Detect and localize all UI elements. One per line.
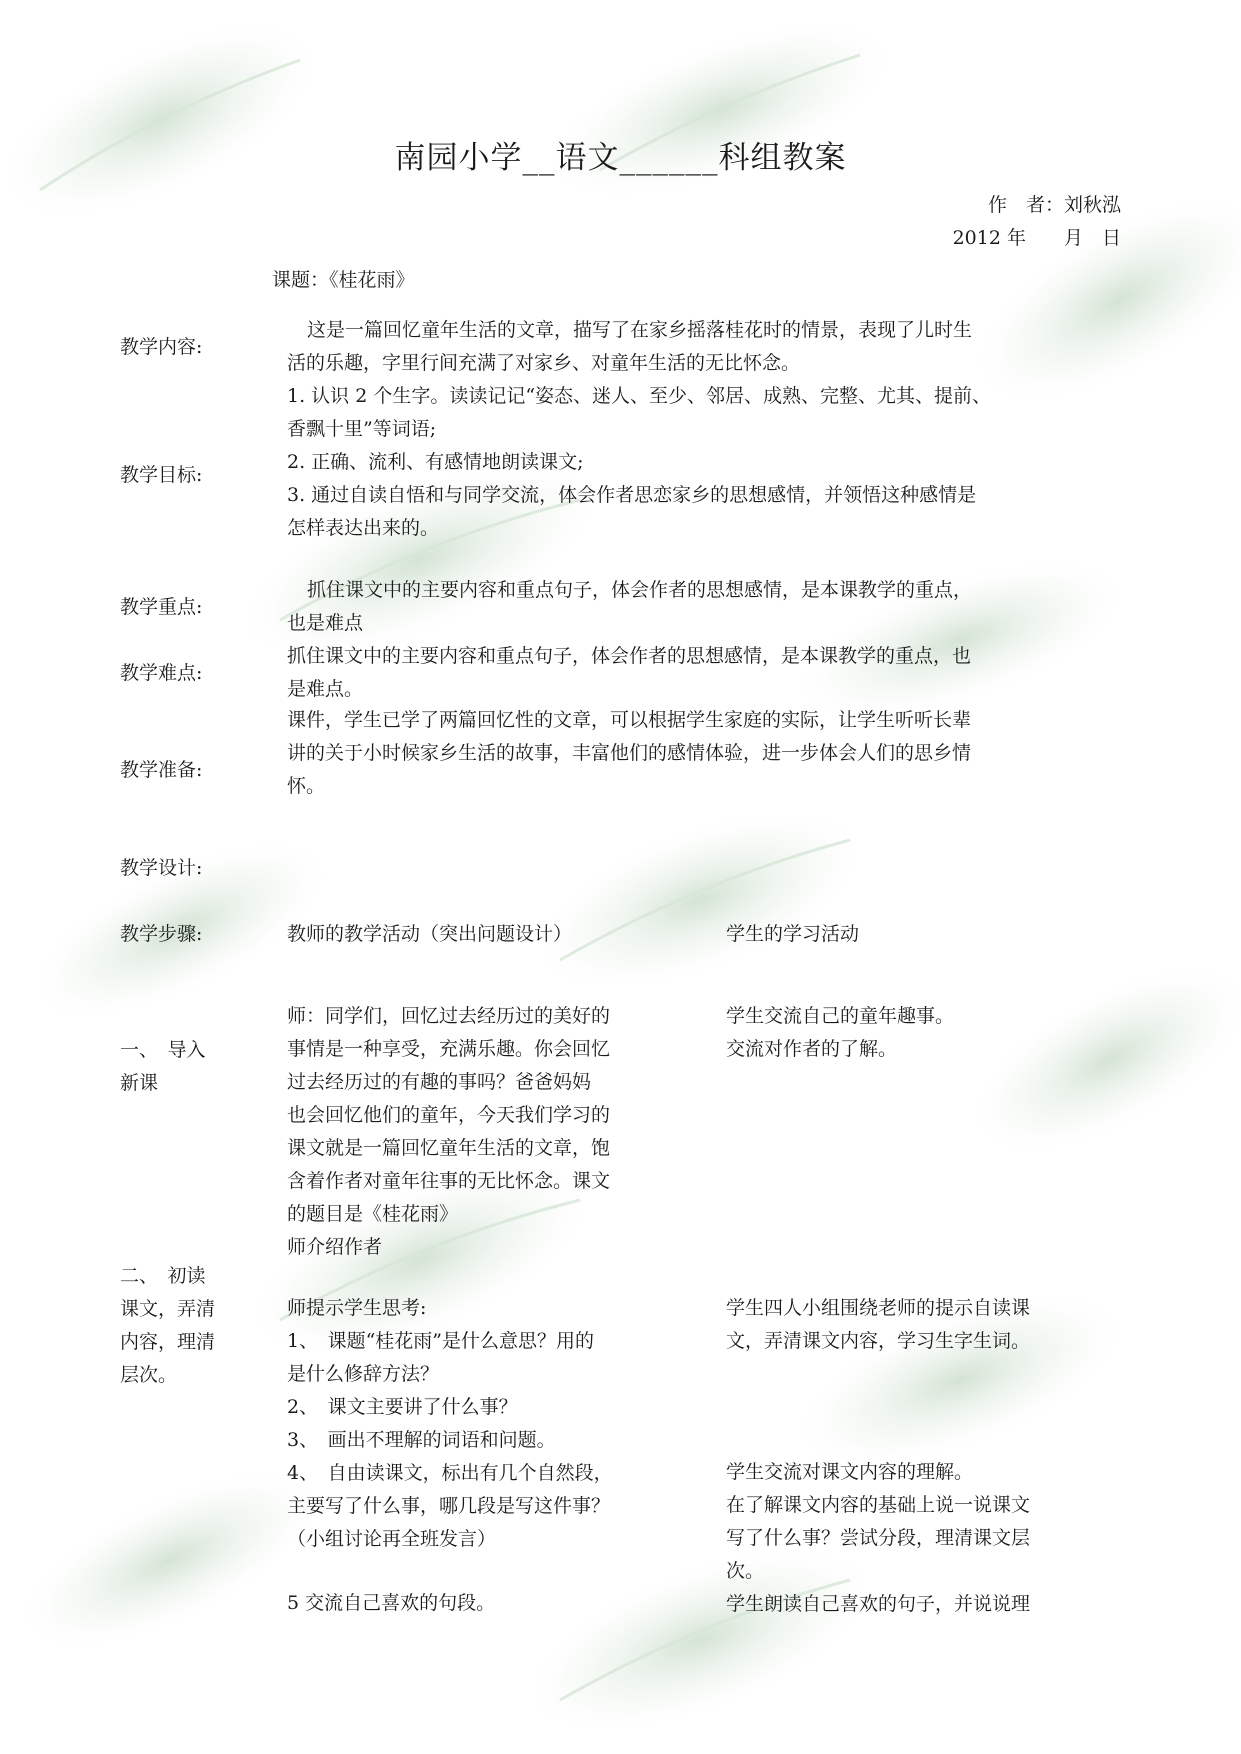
teacher-line: 师提示学生思考: [287, 1297, 427, 1319]
content-label: 教学内容: [120, 336, 203, 358]
teacher-line: 是什么修辞方法？ [287, 1363, 440, 1385]
step-2-teacher-extra [287, 1587, 495, 1620]
keypoints-line: 抓住课文中的主要内容和重点句子，体会作者的思想感情，是本课教学的重点， [307, 579, 973, 601]
preparation-line: 讲的关于小时候家乡生活的故事，丰富他们的感情体验，进一步体会人们的思乡情 [287, 742, 972, 764]
teacher-line: 1、 课题“桂花雨”是什么意思？用的 [287, 1330, 595, 1352]
step-title-line: 二、 初读 [120, 1265, 206, 1287]
teacher-line: 的题目是《桂花雨》 [287, 1203, 459, 1225]
goals-line: 香飘十里”等词语; [287, 418, 437, 440]
keypoints-label: 教学重点: [120, 596, 203, 618]
teacher-line: 2、 课文主要讲了什么事？ [287, 1396, 518, 1418]
student-line: 在了解课文内容的基础上说一说课文 [726, 1494, 1031, 1516]
step-title-line: 课文，弄清 [120, 1298, 216, 1320]
author-line: 作 者：刘秋泓 [987, 194, 1121, 216]
step-title-line: 层次。 [120, 1364, 178, 1386]
content-line: 活的乐趣，字里行间充满了对家乡、对童年生活的无比怀念。 [287, 352, 801, 374]
student-line: 学生朗读自己喜欢的句子，并说说理 [726, 1593, 1031, 1615]
goals-label: 教学目标: [120, 464, 203, 486]
teacher-line: 含着作者对童年往事的无比怀念。课文 [287, 1170, 611, 1192]
difficulties-text [287, 640, 971, 706]
student-activity-header: 学生的学习活动 [726, 923, 860, 945]
goals-line: 3. 通过自读自悟和与同学交流，体会作者思恋家乡的思想感情，并领悟这种感情是 [287, 484, 977, 506]
step-1-title [120, 1034, 206, 1100]
goals-line: 怎样表达出来的。 [287, 517, 440, 539]
keypoints-line: 也是难点 [287, 612, 364, 634]
step-title-line: 内容，理清 [120, 1331, 216, 1353]
goals-line: 2. 正确、流利、有感情地朗读课文; [287, 451, 584, 473]
teacher-line: 事情是一种享受，充满乐趣。你会回忆 [287, 1038, 611, 1060]
teacher-line: （小组讨论再全班发言） [287, 1528, 497, 1550]
step-2-title [120, 1260, 215, 1392]
student-line: 学生四人小组围绕老师的提示自读课 [726, 1297, 1031, 1319]
document-title: 南园小学__语文______科组教案 [394, 140, 847, 176]
student-line: 学生交流自己的童年趣事。 [726, 1005, 955, 1027]
difficulties-line: 是难点。 [287, 678, 364, 700]
goals-line: 1. 认识 2 个生字。读读记记“姿态、迷人、至少、邻居、成熟、完整、尤其、提前、 [287, 385, 992, 407]
content-text [287, 314, 972, 380]
step-2-student-a [726, 1292, 1030, 1358]
student-line: 文，弄清课文内容，学习生字生词。 [726, 1330, 1031, 1352]
teacher-line: 5 交流自己喜欢的句段。 [287, 1592, 496, 1614]
step-title-line: 一、 导入 [120, 1039, 206, 1061]
preparation-label: 教学准备: [120, 759, 203, 781]
student-line: 学生交流对课文内容的理解。 [726, 1461, 974, 1483]
teacher-line: 师介绍作者 [287, 1236, 383, 1258]
student-line: 写了什么事？尝试分段，理清课文层 [726, 1527, 1031, 1549]
preparation-text [287, 704, 971, 803]
date-line: 2012 年 月 日 [952, 227, 1121, 249]
student-line: 次。 [726, 1560, 765, 1582]
teacher-line: 师：同学们，回忆过去经历过的美好的 [287, 1005, 611, 1027]
step-1-student [726, 1000, 954, 1066]
student-line: 交流对作者的了解。 [726, 1038, 898, 1060]
step-2-teacher [287, 1292, 613, 1556]
teacher-line: 课文就是一篇回忆童年生活的文章，饱 [287, 1137, 611, 1159]
design-label: 教学设计: [120, 857, 203, 879]
content-line: 这是一篇回忆童年生活的文章，描写了在家乡摇落桂花时的情景，表现了儿时生 [307, 319, 973, 341]
difficulties-label: 教学难点: [120, 662, 203, 684]
difficulties-line: 抓住课文中的主要内容和重点句子，体会作者的思想感情，是本课教学的重点，也 [287, 645, 972, 667]
teacher-activity-header: 教师的教学活动（突出问题设计） [287, 923, 573, 945]
step-2-student-b [726, 1456, 1030, 1621]
teacher-line: 3、 画出不理解的词语和问题。 [287, 1429, 556, 1451]
step-1-teacher [287, 1000, 610, 1264]
lesson-topic: 课题：《桂花雨》 [272, 269, 415, 291]
preparation-line: 课件，学生已学了两篇回忆性的文章，可以根据学生家庭的实际，让学生听听长辈 [287, 709, 972, 731]
teacher-line: 过去经历过的有趣的事吗？爸爸妈妈 [287, 1071, 592, 1093]
keypoints-text [287, 574, 972, 640]
teacher-line: 主要写了什么事，哪几段是写这件事？ [287, 1495, 611, 1517]
goals-text [287, 380, 991, 545]
teacher-line: 也会回忆他们的童年，今天我们学习的 [287, 1104, 611, 1126]
step-title-line: 新课 [120, 1072, 159, 1094]
teacher-line: 4、 自由读课文，标出有几个自然段， [287, 1462, 613, 1484]
preparation-line: 怀。 [287, 775, 326, 797]
steps-header: 教学步骤: [120, 923, 203, 945]
